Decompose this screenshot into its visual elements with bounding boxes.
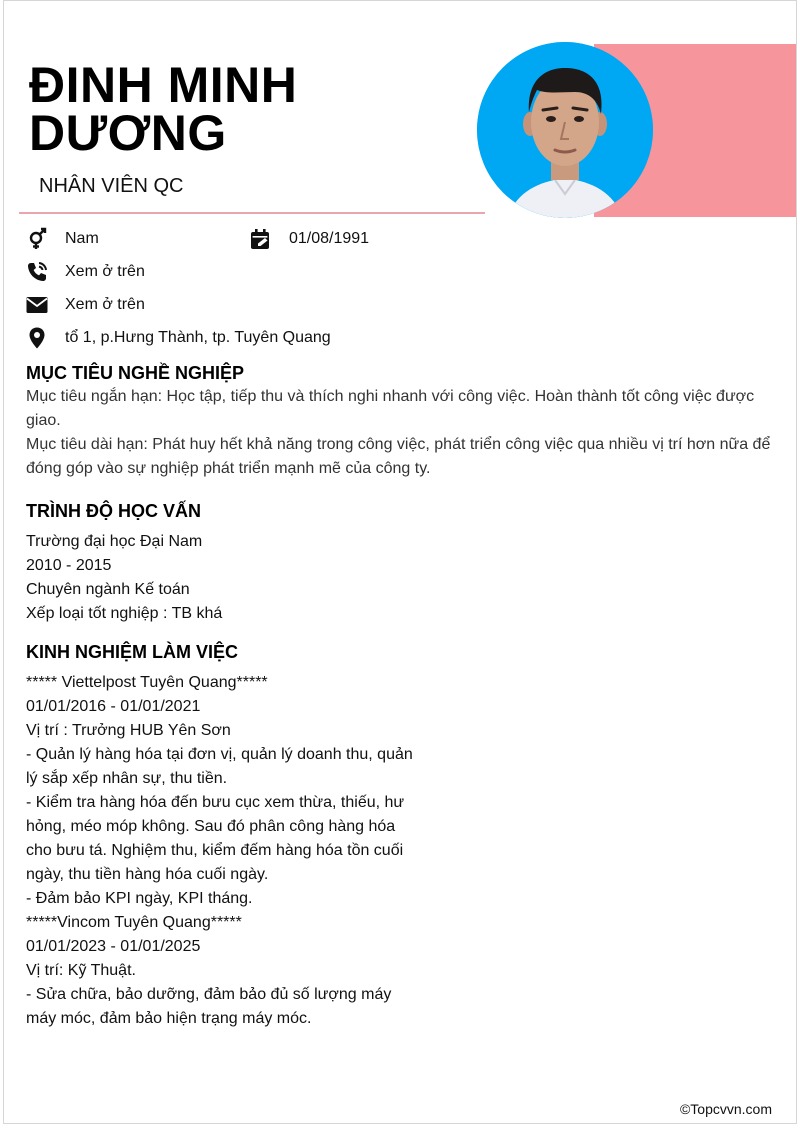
objective-text: [26, 385, 778, 481]
experience-line: ngày, thu tiền hàng hóa cuối ngày.: [26, 866, 269, 883]
gender-icon: [25, 227, 49, 251]
experience-line: - Đảm bảo KPI ngày, KPI tháng.: [26, 890, 253, 907]
experience-line: ***** Viettelpost Tuyên Quang*****: [26, 674, 268, 691]
phone-value: Xem ở trên: [65, 263, 145, 280]
header-divider: [19, 212, 485, 214]
experience-line: cho bưu tá. Nghiệm thu, kiểm đếm hàng hóa tồn cuối: [26, 842, 404, 859]
education-list: [26, 530, 222, 626]
experience-line: máy móc, đảm bảo hiện trạng máy móc.: [26, 1010, 312, 1027]
email-value: Xem ở trên: [65, 296, 145, 313]
contact-phone: [25, 259, 145, 285]
contact-email: [25, 292, 145, 318]
experience-line: 01/01/2023 - 01/01/2025: [26, 938, 201, 955]
experience-line: - Kiểm tra hàng hóa đến bưu cục xem thừa, thiếu, hư: [26, 794, 405, 811]
experience-heading: KINH NGHIỆM LÀM VIỆC: [26, 642, 239, 662]
contact-address: [25, 325, 331, 351]
gender-value: Nam: [65, 230, 99, 247]
education-heading: TRÌNH ĐỘ HỌC VẤN: [26, 501, 201, 521]
experience-line: - Sửa chữa, bảo dưỡng, đảm bảo đủ số lượng máy: [26, 986, 392, 1003]
location-pin-icon: [25, 326, 49, 350]
resume-page: [3, 0, 797, 1124]
calendar-icon: [249, 227, 273, 251]
envelope-icon: [25, 293, 49, 317]
experience-line: lý sắp xếp nhân sự, thu tiền.: [26, 770, 228, 787]
objective-short-term: Mục tiêu ngắn hạn: Học tập, tiếp thu và thích nghi nhanh với công việc. Hoàn thành tốt công việc được giao.: [26, 388, 755, 429]
job-title: NHÂN VIÊN QC: [39, 175, 184, 197]
objective-long-term: Mục tiêu dài hạn: Phát huy hết khả năng trong công việc, phát triển công việc qua nhiều vị trí hơn nữa để đóng góp vào sự nghiệp phát triển mạnh mẽ của công ty.: [26, 436, 771, 477]
phone-icon: [25, 260, 49, 284]
objective-heading: MỤC TIÊU NGHỀ NGHIỆP: [26, 363, 245, 383]
experience-line: *****Vincom Tuyên Quang*****: [26, 914, 242, 931]
experience-line: Vị trí : Trưởng HUB Yên Sơn: [26, 722, 231, 739]
education-line: 2010 - 2015: [26, 557, 112, 574]
contact-birthday: [249, 226, 369, 252]
education-line: Chuyên ngành Kế toán: [26, 581, 190, 598]
experience-line: hỏng, méo móp không. Sau đó phân công hàng hóa: [26, 818, 396, 835]
birthday-value: 01/08/1991: [289, 230, 370, 247]
footer-credit: ©Topcvvn.com: [679, 1101, 772, 1117]
candidate-name-line1: ĐINH MINH: [29, 57, 298, 113]
education-line: Xếp loại tốt nghiệp : TB khá: [26, 605, 223, 622]
contact-gender: [25, 226, 99, 252]
experience-line: - Quản lý hàng hóa tại đơn vị, quản lý doanh thu, quản: [26, 746, 413, 763]
address-value: tổ 1, p.Hưng Thành, tp. Tuyên Quang: [65, 329, 331, 346]
profile-photo-image: [477, 42, 653, 218]
experience-list: [26, 671, 413, 1031]
candidate-name-line2: DƯƠNG: [29, 105, 227, 161]
candidate-name: [29, 57, 469, 161]
education-line: Trường đại học Đại Nam: [26, 533, 203, 550]
experience-line: 01/01/2016 - 01/01/2021: [26, 698, 201, 715]
profile-photo: [477, 42, 653, 218]
experience-line: Vị trí: Kỹ Thuật.: [26, 962, 136, 979]
